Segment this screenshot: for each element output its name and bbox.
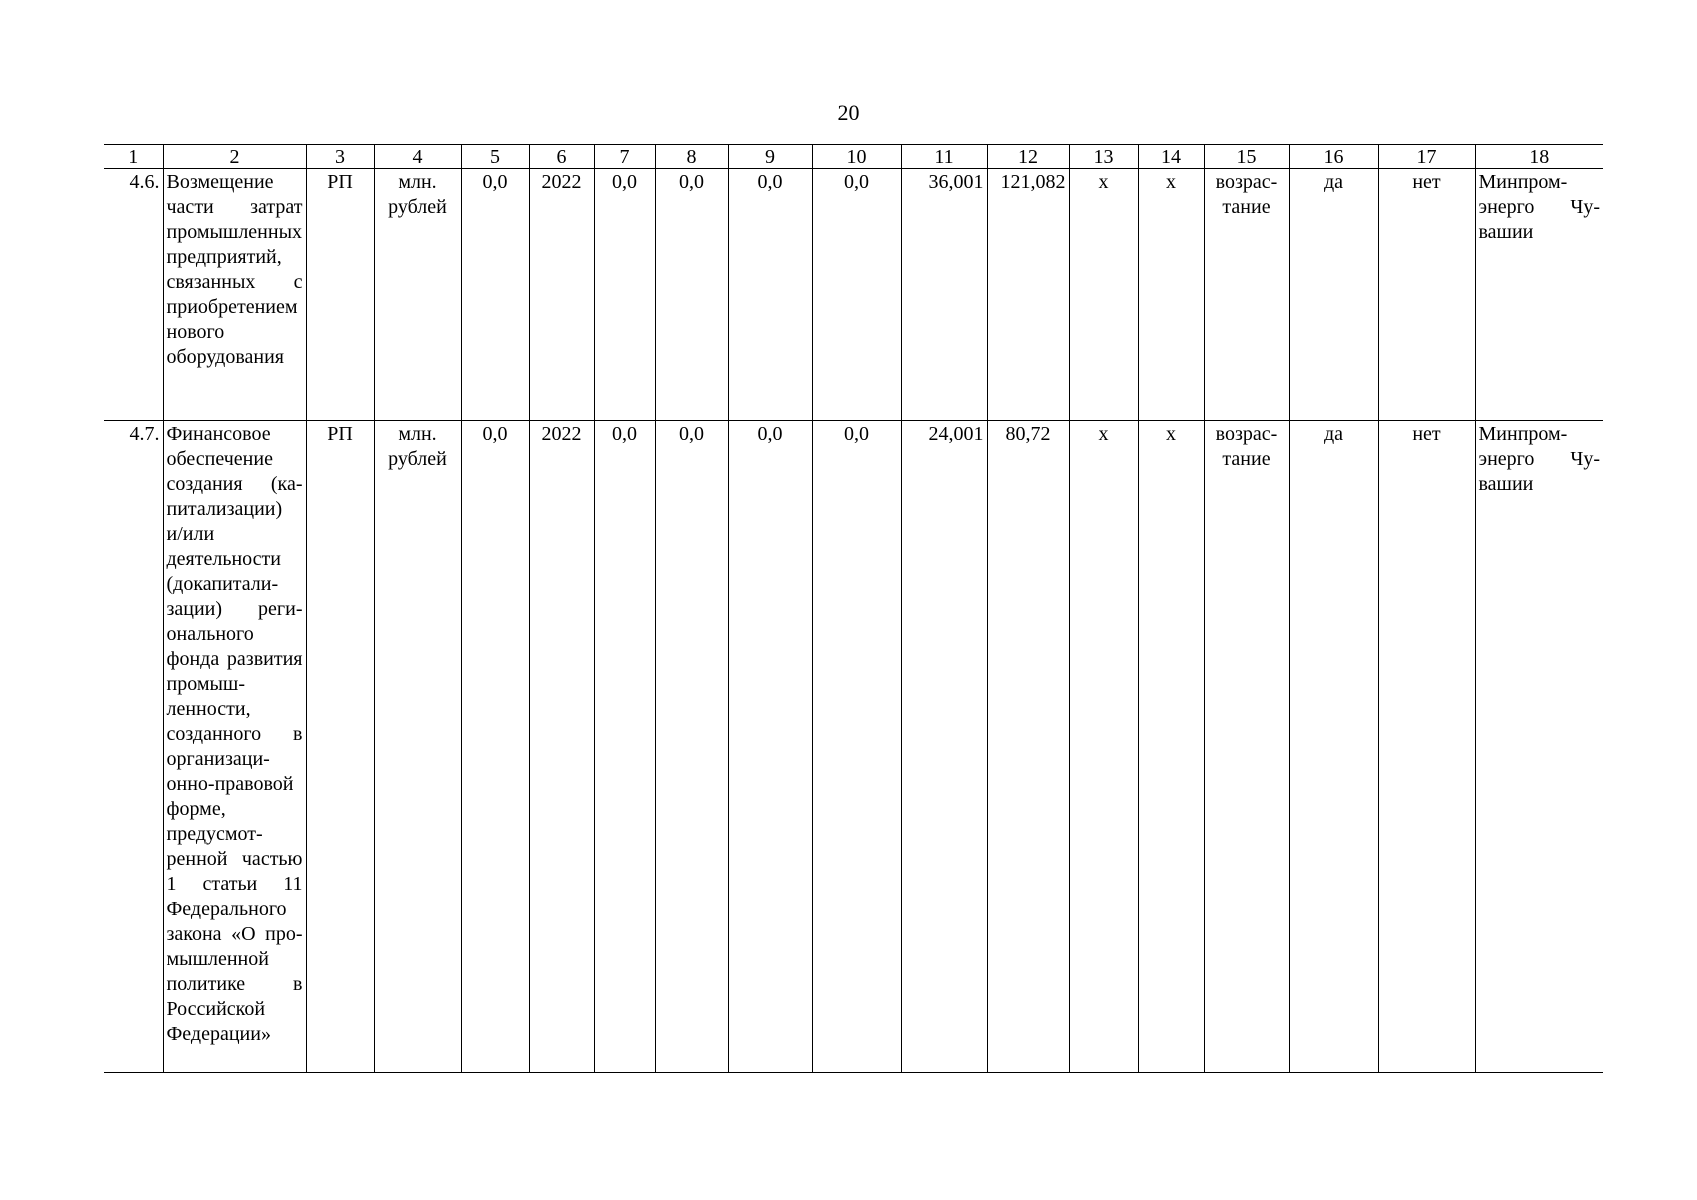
year-cell: 2022 xyxy=(529,169,594,421)
mark-cell: х xyxy=(1138,169,1204,421)
value-cell: 0,0 xyxy=(461,421,529,1073)
header-cell: 10 xyxy=(812,145,901,169)
row-number: 4.6. xyxy=(104,169,163,421)
value-cell: 24,001 xyxy=(901,421,987,1073)
value-cell: 121,082 xyxy=(987,169,1069,421)
value-cell: 0,0 xyxy=(812,421,901,1073)
table-row xyxy=(104,421,1603,1073)
header-cell: 7 xyxy=(594,145,655,169)
header-cell: 16 xyxy=(1289,145,1378,169)
header-row xyxy=(104,145,1603,169)
header-cell: 9 xyxy=(728,145,812,169)
row-number: 4.7. xyxy=(104,421,163,1073)
table-row xyxy=(104,169,1603,421)
trend-cell: возрастание xyxy=(1204,169,1289,421)
unit: млн. рублей xyxy=(374,421,461,1073)
header-cell: 12 xyxy=(987,145,1069,169)
header-cell: 1 xyxy=(104,145,163,169)
mark-cell: х xyxy=(1069,169,1138,421)
indicator-type: РП xyxy=(306,169,374,421)
value-cell: 0,0 xyxy=(728,421,812,1073)
value-cell: 0,0 xyxy=(728,169,812,421)
header-cell: 2 xyxy=(163,145,306,169)
header-cell: 8 xyxy=(655,145,728,169)
responsible-cell: Минпромэнерго Чувашии xyxy=(1475,169,1603,421)
page-number: 20 xyxy=(837,100,860,125)
value-cell: 0,0 xyxy=(655,169,728,421)
measure-name: Финансовое обеспечение создания (капитализации) и/или деятельности (докапитализации) регионального фонда развития промышленности, созданного в организационно-правовой форме, предусмотренной частью 1 статьи 11 Федерального закона «О промышленной политике в Российской Федерации» xyxy=(163,421,306,1073)
flag-cell: да xyxy=(1289,421,1378,1073)
mark-cell: х xyxy=(1069,421,1138,1073)
header-cell: 15 xyxy=(1204,145,1289,169)
header-cell: 4 xyxy=(374,145,461,169)
value-cell: 80,72 xyxy=(987,421,1069,1073)
responsible-cell: Минпромэнерго Чувашии xyxy=(1475,421,1603,1073)
unit: млн. рублей xyxy=(374,169,461,421)
value-cell: 0,0 xyxy=(461,169,529,421)
year-cell: 2022 xyxy=(529,421,594,1073)
flag-cell: да xyxy=(1289,169,1378,421)
header-cell: 5 xyxy=(461,145,529,169)
measure-name: Возмещение части затрат промышленных предприятий, связанных с приобретением нового оборудования xyxy=(163,169,306,421)
value-cell: 36,001 xyxy=(901,169,987,421)
header-cell: 17 xyxy=(1378,145,1475,169)
indicator-type: РП xyxy=(306,421,374,1073)
indicators-table xyxy=(104,144,1603,1073)
header-cell: 6 xyxy=(529,145,594,169)
trend-cell: возрастание xyxy=(1204,421,1289,1073)
flag-cell: нет xyxy=(1378,421,1475,1073)
header-cell: 3 xyxy=(306,145,374,169)
value-cell: 0,0 xyxy=(594,421,655,1073)
flag-cell: нет xyxy=(1378,169,1475,421)
header-cell: 11 xyxy=(901,145,987,169)
value-cell: 0,0 xyxy=(594,169,655,421)
header-cell: 14 xyxy=(1138,145,1204,169)
value-cell: 0,0 xyxy=(655,421,728,1073)
value-cell: 0,0 xyxy=(812,169,901,421)
header-cell: 18 xyxy=(1475,145,1603,169)
mark-cell: х xyxy=(1138,421,1204,1073)
header-cell: 13 xyxy=(1069,145,1138,169)
